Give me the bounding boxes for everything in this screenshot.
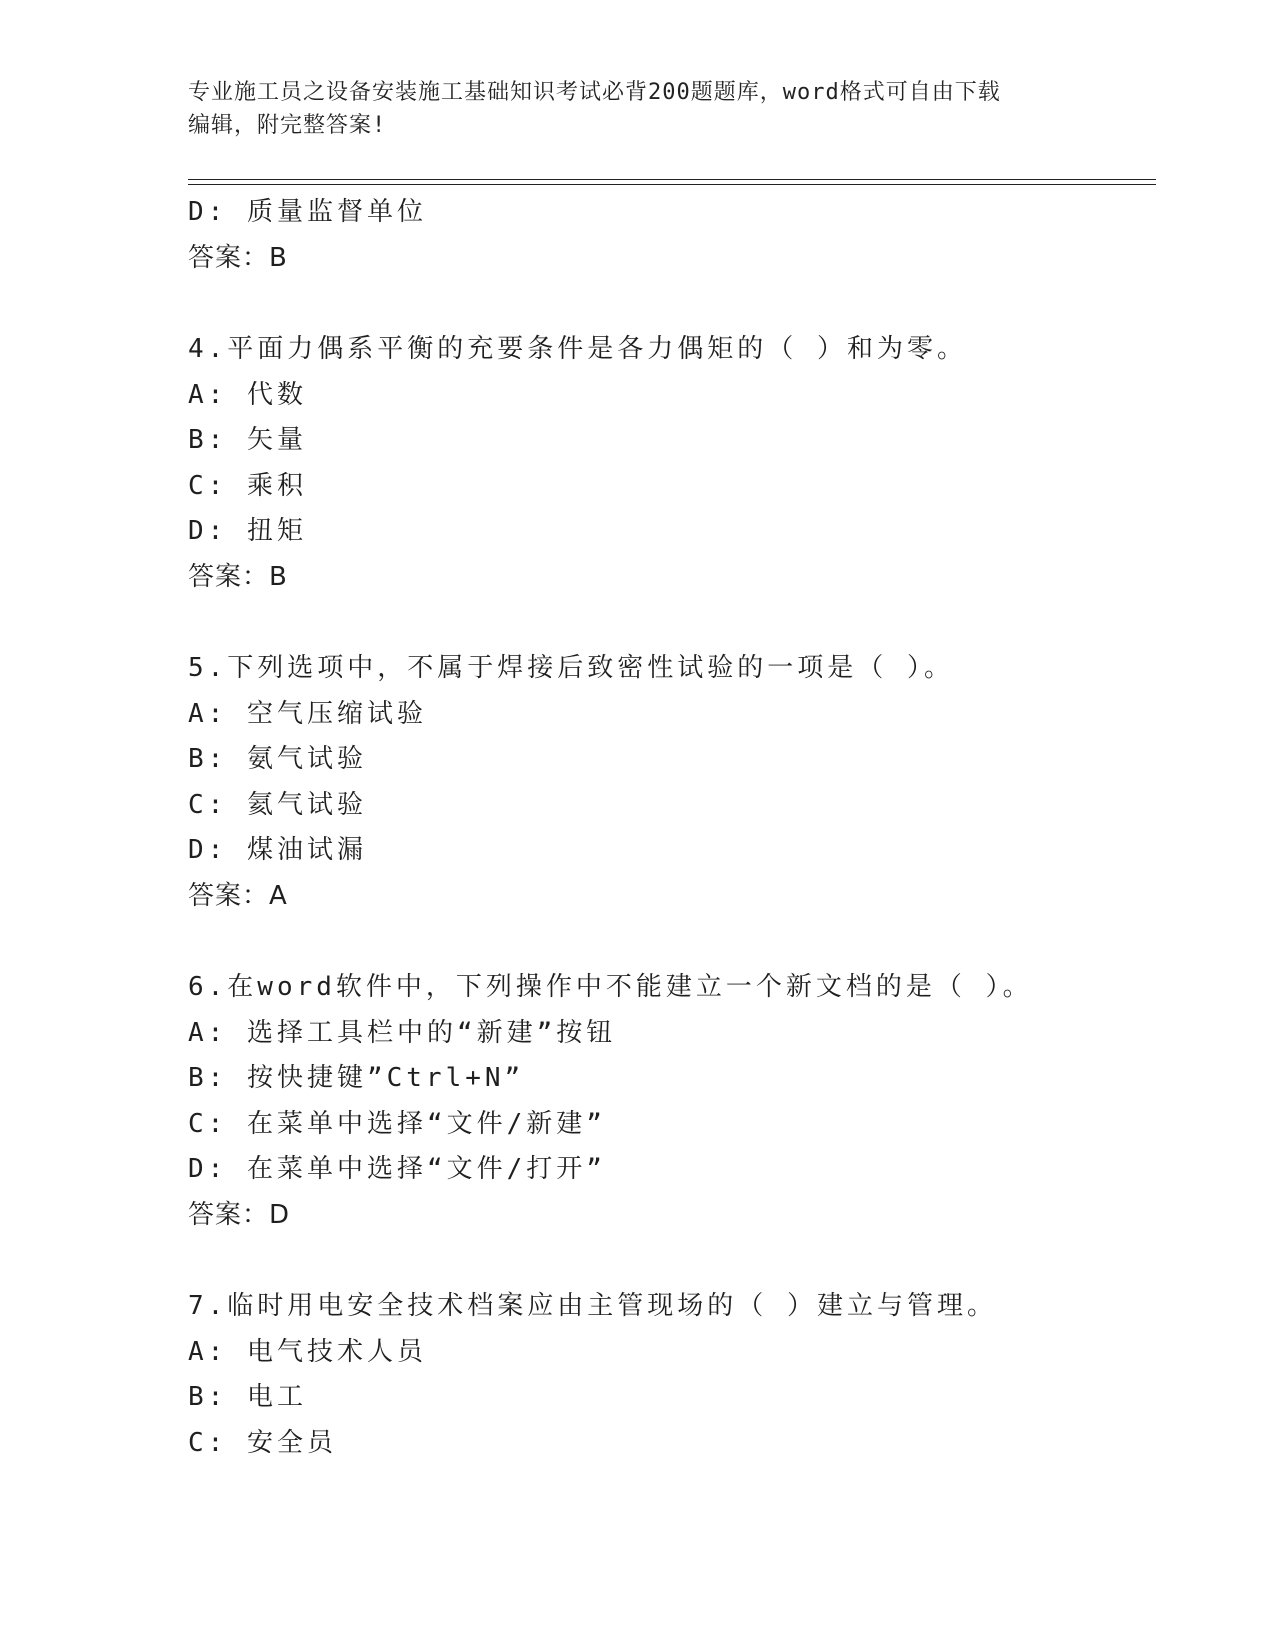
question-6-option-b: B: 按快捷键”Ctrl+N” [188, 1063, 525, 1093]
question-4-text: 4.平面力偶系平衡的充要条件是各力偶矩的（ ）和为零。 [188, 334, 967, 364]
header-line-2: 编辑，附完整答案! [188, 113, 387, 138]
document-header [188, 76, 1068, 142]
question-4-option-c: C: 乘积 [188, 470, 307, 501]
question-7-option-a: A: 电气技术人员 [188, 1336, 427, 1367]
question-4-block [188, 327, 1148, 600]
question-4-answer: 答案：B [188, 561, 288, 592]
question-5-option-a: A: 空气压缩试验 [188, 698, 427, 729]
question-7-block [188, 1284, 1148, 1466]
question-5-option-d: D: 煤油试漏 [188, 835, 367, 865]
header-divider-bottom [188, 184, 1156, 185]
question-5-option-b: B: 氨气试验 [188, 744, 367, 774]
question-6-option-d: D: 在菜单中选择“文件/打开” [188, 1154, 606, 1184]
question-4-option-a: A: 代数 [188, 379, 307, 410]
question-5-option-c: C: 氦气试验 [188, 789, 367, 820]
spacer [188, 919, 1148, 965]
spacer [188, 600, 1148, 646]
question-7-option-c: C: 安全员 [188, 1427, 337, 1458]
question-list [188, 190, 1148, 1466]
question-6-text: 6.在word软件中，下列操作中不能建立一个新文档的是（ ）。 [188, 972, 1033, 1002]
question-3-answer: 答案：B [188, 242, 288, 273]
question-6-block [188, 965, 1148, 1238]
question-5-block [188, 646, 1148, 919]
question-4-option-b: B: 矢量 [188, 425, 307, 455]
question-5-text: 5.下列选项中，不属于焊接后致密性试验的一项是（ ）。 [188, 653, 954, 683]
question-3-block [188, 190, 1148, 281]
question-6-answer: 答案：D [188, 1199, 291, 1230]
question-7-text: 7.临时用电安全技术档案应由主管现场的（ ）建立与管理。 [188, 1291, 997, 1321]
question-6-option-a: A: 选择工具栏中的“新建”按钮 [188, 1017, 617, 1048]
question-4-option-d: D: 扭矩 [188, 516, 307, 546]
spacer [188, 281, 1148, 327]
question-5-answer: 答案：A [188, 880, 288, 911]
question-3-option-d: D: 质量监督单位 [188, 197, 427, 227]
spacer [188, 1238, 1148, 1284]
header-line-1: 专业施工员之设备安装施工基础知识考试必背200题题库，word格式可自由下载 [188, 80, 1001, 105]
question-6-option-c: C: 在菜单中选择“文件/新建” [188, 1108, 606, 1139]
question-7-option-b: B: 电工 [188, 1382, 307, 1412]
header-divider-top [188, 179, 1156, 180]
